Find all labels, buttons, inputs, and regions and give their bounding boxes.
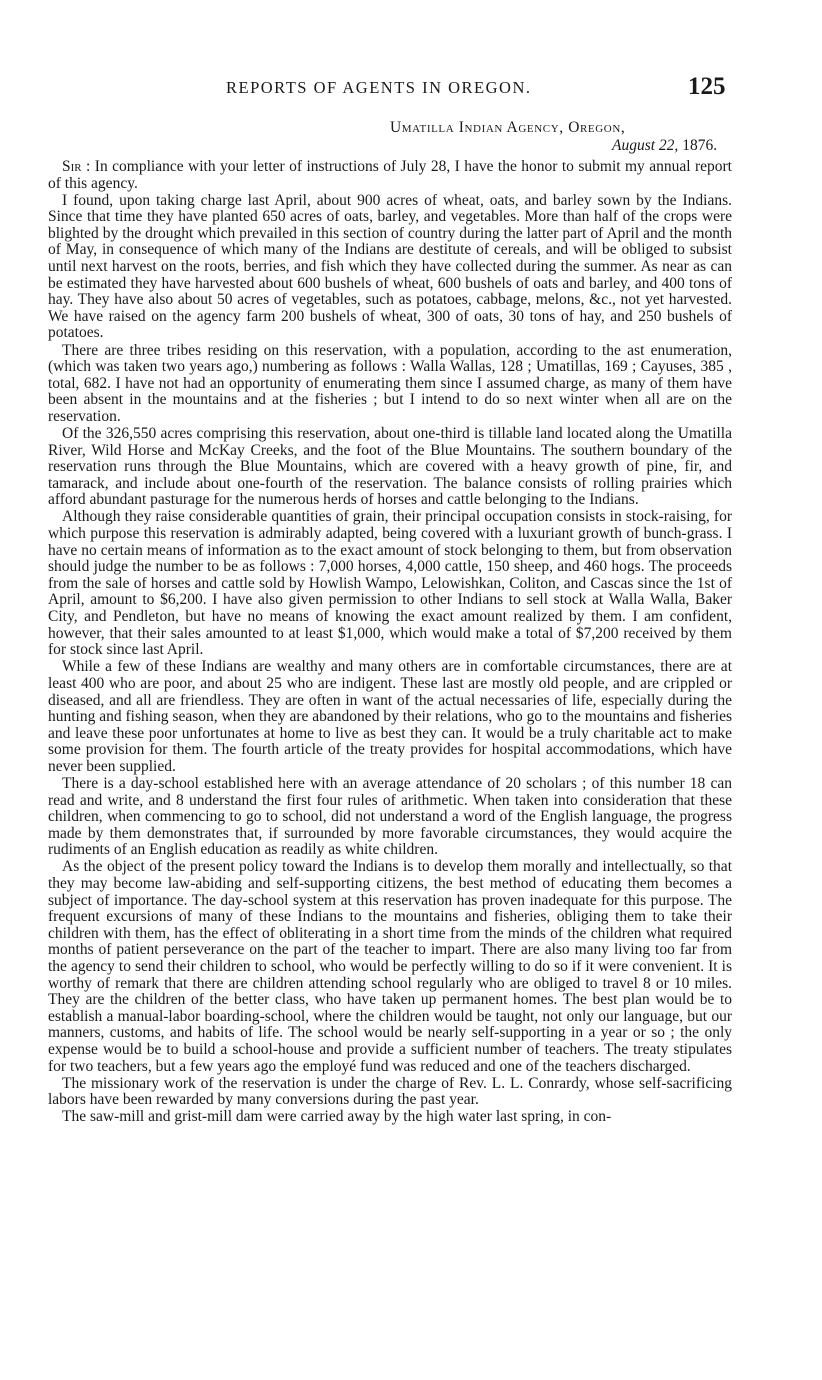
paragraph: There is a day-school established here with an average attendance of 20 scholars ; of this number 18 can read and write, and 8 understand the first four rules of arithmetic. When taken into consideration that these children, when commencing to go to school, did not understand a word of the English language, the progress made by them demonstrates that, if surrounded by more favorable circumstances, they would acquire the rudiments of an English education as readily as white children. [48,774,732,859]
paragraph: I found, upon taking charge last April, about 900 acres of wheat, oats, and barley sown by the Indians. Since that time they have planted 650 acres of oats, barley, and vegetables. More than half of the crops were blighted by the drought which prevailed in this section of country during the latter part of April and the month of May, in consequence of which many of the Indians are destitute of cereals, and will be obliged to subsist until next harvest on the roots, berries, and fish which they have collected during the summer. As near as can be estimated they have harvested about 600 bushels of wheat, 600 bushels of oats and barley, and 400 tons of hay. They have also about 50 acres of vegetables, such as potatoes, cabbage, melons, &c., not yet harvested. We have raised on the agency farm 200 bushels of wheat, 300 of oats, 30 tons of hay, and 250 bushels of potatoes. [48,191,732,342]
paragraph: While a few of these Indians are wealthy and many others are in comfortable circumstances, there are at least 400 who are poor, and about 25 who are indigent. These last are mostly old people, and are crippled or diseased, and all are friendless. They are often in want of the actual necessaries of life, especially during the hunting and fishing season, when they are abandoned by their relations, who go to the mountains and fisheries and leave these poor unfortunates at home to live as best they can. It would be a truly charitable act to make some provision for them. The fourth article of the treaty provides for hospital accommodations, which have never been supplied. [48,658,732,775]
dateline-place: Umatilla Indian Agency, Oregon, [390,119,626,136]
paragraph: There are three tribes residing on this reservation, with a population, according to the ast enumeration, (which was taken two years ago,) numbering as follows : Walla Wallas, 128 ; Umatillas, 169 ; Cayuses, 385 , total, 682. I have not had an opportunity of enumerating them since I assumed charge, as many of them have been absent in the mountains and at the fisheries ; but I intend to do so next winter when all are on the reservation. [48,341,732,425]
paragraph: As the object of the present policy toward the Indians is to develop them morally and intellectually, so that they may become law-abiding and self-supporting citizens, the best method of educating them becomes a subject of importance. The day-school system at this reservation has proven inadequate for this purpose. The frequent excursions of many of these Indians to the mountains and fisheries, obliging them to take their children with them, has the effect of obliterating in a short time from the minds of the children what required months of patient perseverance on the part of the teacher to impart. There are also many living too far from the agency to send their children to school, who would be perfectly willing to do so if it were convenient. It is worthy of remark that there are children attending school regularly who are obliged to travel 8 or 10 miles. They are the children of the better class, who have taken up permanent homes. The best plan would be to establish a manual-labor boarding-school, where the children would be taught, not only our language, but our manners, customs, and habits of life. The school would be nearly self-supporting in a year or so ; the only expense would be to build a school-house and provide a sufficient number of teachers. The treaty stipulates for two teachers, but a few years ago the employé fund was reduced and one of the teachers discharged. [48,858,732,1075]
page-number: 125 [688,73,726,100]
dateline-date [612,137,717,155]
paragraph: The missionary work of the reservation is under the charge of Rev. L. L. Conrardy, whose self-sacrificing labors have been rewarded by many conversions during the past year. [48,1074,732,1109]
dateline-month-day: August 22, [612,137,679,154]
letter-body [48,159,732,1126]
paragraph: The saw-mill and grist-mill dam were carried away by the high water last spring, in con- [62,1108,612,1126]
page-header [0,73,822,106]
salutation: Sir : [62,158,91,175]
paragraph-text: In compliance with your letter of instructions of July 28, I have the honor to submit my annual report of this agency. [48,158,732,192]
paragraph [48,159,732,192]
running-head: REPORTS OF AGENTS IN OREGON. [226,78,532,97]
dateline-year: 1876. [682,137,718,154]
paragraph: Of the 326,550 acres comprising this reservation, about one-third is tillable land located along the Umatilla River, Wild Horse and McKay Creeks, and the foot of the Blue Mountains. The southern boundary of the reservation runs through the Blue Mountains, which are covered with a heavy growth of pine, fir, and tamarack, and include about one-fourth of the reservation. The balance consists of rolling prairies which afford abundant pasturage for the numerous herds of horses and cattle belonging to the Indians. [48,425,732,509]
paragraph: Although they raise considerable quantities of grain, their principal occupation consists in stock-raising, for which purpose this reservation is admirably adapted, being covered with a luxuriant growth of bunch-grass. I have no certain means of information as to the exact amount of stock belonging to them, but from observation should judge the number to be as follows : 7,000 horses, 4,000 cattle, 150 sheep, and 460 hogs. The proceeds from the sale of horses and cattle sold by Howlish Wampo, Lelowishkan, Coliton, and Cascas since the 1st of April, amount to $6,200. I have also given permission to other Indians to sell stock at Walla Walla, Baker City, and Pendleton, but have no means of knowing the exact amount realized by them. I am confident, however, that their sales amounted to at least $1,000, which would make a total of $7,200 received by them for stock since last April. [48,508,732,659]
